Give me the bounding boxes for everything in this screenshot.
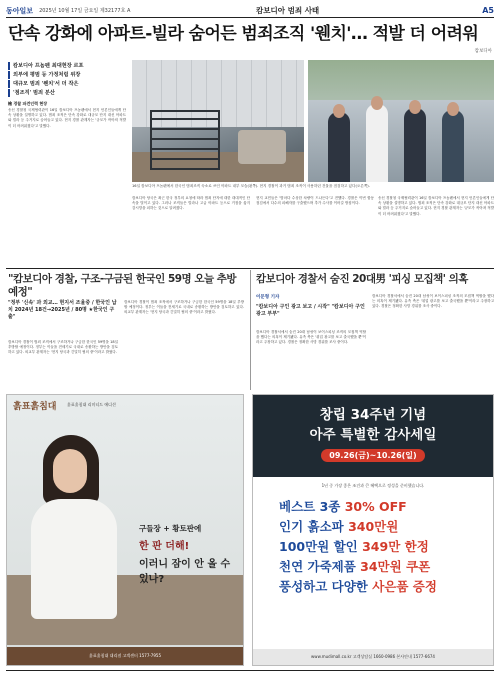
story2-headline: "캄보디아 경찰, 구조-구금된 한국인 59명 오늘 추방 예정": [8, 273, 237, 298]
offer-value: 사은품 증정: [372, 579, 437, 594]
ad-brand-logo: 흙표흙침대: [13, 402, 57, 412]
lead-dek: [8, 62, 126, 97]
photo-apartment-interior: [132, 60, 304, 182]
ad-offer-item: [279, 557, 479, 577]
offer-label: 인기 흙소파: [279, 519, 349, 534]
photo-person: [404, 108, 426, 182]
ad-sale-title2: 아주 특별한 감사세일: [309, 427, 437, 443]
lead-dek-block: [8, 62, 126, 107]
offer-value: 34만원 쿠폰: [360, 559, 431, 574]
offer-value: 340만원: [348, 519, 399, 534]
story2-dek: "정부 '신속' 과 외교… 현지서 조율중 / 한국인 납치 2024년 18건→2025년 / 80명 ★한국인 구출": [8, 300, 117, 320]
story3-headline: 캄보디아 경찰서 숨진 20대男 '피싱 모집책' 의혹: [256, 273, 468, 285]
ad-topline: 흙표흙침대 리미티드 에디션: [67, 402, 116, 407]
dek-line: 대규모 범죄 '웬치'서 더 작은: [8, 80, 126, 88]
photo-person-head: [371, 96, 383, 110]
photo-person: [328, 112, 350, 182]
offer-label: 풍성하고 다양한: [279, 579, 373, 594]
photo-person: [366, 104, 388, 182]
byline: 캄보디아: [474, 49, 492, 54]
photo-caption: 16일 캄보디아 프놈펜에서 한국인 범죄조직 숙소로 쓰인 아파트 내부 모습(왼쪽). 현지 경찰이 과거 범죄 조직이 사용하던 건물을 점검하고 있다(오른쪽).: [132, 184, 370, 188]
ad-model-face: [53, 449, 87, 493]
photo-person-head: [447, 102, 459, 116]
offer-label: 천연 가죽제품: [279, 559, 361, 574]
ad-offer-item: [279, 537, 479, 557]
ad-anniversary-sale[interactable]: [252, 394, 494, 666]
lead-body-col1: 송신 경찰청 국제협력관이 16일 캄보디아 프놈펜에서 현지 언론인들에게 단속 상황을 설명하고 있다. 범죄 조직은 단속 강화로 대규모 단지 대신 아파트와 빌라 등 주거지로 숨어들고 있다. 현지 경찰 관계자는 '규모가 작아져 적발이 더 어려워졌다'고 말했다.: [8, 108, 126, 128]
ad-offer-item: [279, 517, 479, 537]
lead-body-col2: 캄보디아 당국은 최근 한국 정부의 요청에 따라 범죄 단지에 대한 대대적인 단속을 벌이고 있다. 그러나 조직들은 빌라나 고급 아파트 등으로 거점을 옮겨 감시망을 피하는 것으로 알려졌다.: [132, 196, 250, 211]
main-headline: 단속 강화에 아파트-빌라 숨어든 범죄조직 '웬치'… 적발 더 어려워: [8, 24, 479, 44]
lead-body-col4: 송신 경찰청 국제협력관이 16일 캄보디아 프놈펜에서 현지 언론인들에게 단속 상황을 설명하고 있다. 범죄 조직은 단속 강화로 대규모 단지 대신 아파트와 빌라 등 주거지로 숨어들고 있다. 현지 경찰 관계자는 '규모가 작아져 적발이 더 어려워졌다'고 말했다.: [378, 196, 494, 216]
issue-date: 2025년 10월 17일 금요일 제32177호 A: [39, 8, 131, 14]
dek-extra: 檢 경찰 파견인력 현장: [8, 101, 48, 106]
ad-bed-brand[interactable]: [6, 394, 244, 666]
ad-copy-line1: 구들장 + 황토판에: [139, 524, 202, 533]
photo-person-head: [333, 104, 345, 118]
ad-offer-list: [279, 497, 479, 597]
section-divider: [6, 268, 494, 269]
ad-offer-item: [279, 577, 479, 597]
story2-body-col2: 캄보디아 경찰이 범죄 조직에서 구조하거나 구금한 한국인 59명을 18일 추방할 예정이다. 정부는 이들을 전세기로 국내로 송환하는 방안을 검토하고 있다. 외교부 관계자는 '현지 당국과 긴밀히 협의 중'이라고 밝혔다.: [124, 300, 244, 315]
story3-dek: "캄보디아 구인 광고 보고 / 시작" "캄보디아 구인광고 부부": [256, 304, 365, 317]
ad-copy-line2: 한 판 더해!: [139, 541, 190, 552]
page-bottom-rule: [6, 670, 494, 671]
ad-sale-footer: www.mudimall.co.kr 고객상담실 1660-0986 본사안내 1577-6674: [253, 649, 493, 665]
story3-body-col1: 캄보디아 경찰서에서 숨진 20대 남성이 보이스피싱 조직의 모집책 역할을 했다는 의혹이 제기됐다. 유족 측은 '취업 광고를 보고 출국했을 뿐'이라고 주장하고 있다. 경찰은 정확한 사망 경위를 조사 중이다.: [256, 330, 366, 345]
masthead: [6, 4, 494, 18]
column-divider: [250, 270, 251, 390]
newspaper-logo: 동아일보: [6, 6, 34, 15]
ad-model-torso: [31, 499, 117, 619]
dek-line: '점조직' 범죄 분산: [8, 89, 126, 97]
ad-sale-dates: 09.26(금)~10.26(일): [321, 449, 424, 462]
offer-value: 30% OFF: [344, 499, 407, 514]
ad-sale-banner: [253, 395, 493, 477]
photo-police-inspection: [308, 60, 494, 182]
dek-line: 외부에 평범 등 가정처럼 위장: [8, 71, 126, 79]
photo-bunk-bed: [150, 110, 220, 170]
photo-clutter: [238, 130, 286, 164]
offer-label: 베스트 3종: [279, 499, 345, 514]
ad-copy-line3: 이러니 잠이 안 올 수 있나?: [139, 559, 231, 585]
story3-author: 이문형 기자: [256, 295, 280, 300]
offer-label: 100만원 할인: [279, 539, 363, 554]
photo-person: [442, 110, 464, 182]
story2-body-col1: 캄보디아 경찰이 범죄 조직에서 구조하거나 구금한 한국인 59명을 18일 추방할 예정이다. 정부는 이들을 전세기로 국내로 송환하는 방안을 검토하고 있다. 외교부 관계자는 '현지 당국과 긴밀히 협의 중'이라고 밝혔다.: [8, 340, 118, 355]
dek-line: 캄보디아 프놈펜 최대현장 르포: [8, 62, 126, 70]
section-title: 캄보디아 범죄 사태: [256, 6, 320, 15]
ad-offer-item: [279, 497, 479, 517]
story3-body-col2: 캄보디아 경찰서에서 숨진 20대 남성이 보이스피싱 조직의 모집책 역할을 했다는 의혹이 제기됐다. 유족 측은 '취업 광고를 보고 출국했을 뿐'이라고 주장하고 있다. 경찰은 정확한 사망 경위를 조사 중이다.: [372, 294, 494, 309]
ad-sale-subtitle: 1년 중 가장 좋은 조건과 큰 혜택으로 정성을 준비했습니다.: [321, 483, 425, 488]
lead-body-col3: 현지 교민들은 '밤마다 수상한 차량이 드나든다'고 전했다. 경찰은 이번 합동 점검에서 다수의 피해자를 구출했으며 추가 수사를 이어갈 방침이다.: [256, 196, 374, 206]
photo-trees: [308, 60, 494, 100]
offer-value: 349만 한정: [362, 539, 429, 554]
ad-model-image: [19, 425, 129, 645]
ad-footer: 흙표흙침대 대리점 고객센터 1577-7955: [7, 647, 243, 665]
photo-person-head: [409, 100, 421, 114]
ad-sale-title1: 창립 34주년 기념: [319, 407, 427, 423]
page-number: A5: [482, 6, 494, 15]
